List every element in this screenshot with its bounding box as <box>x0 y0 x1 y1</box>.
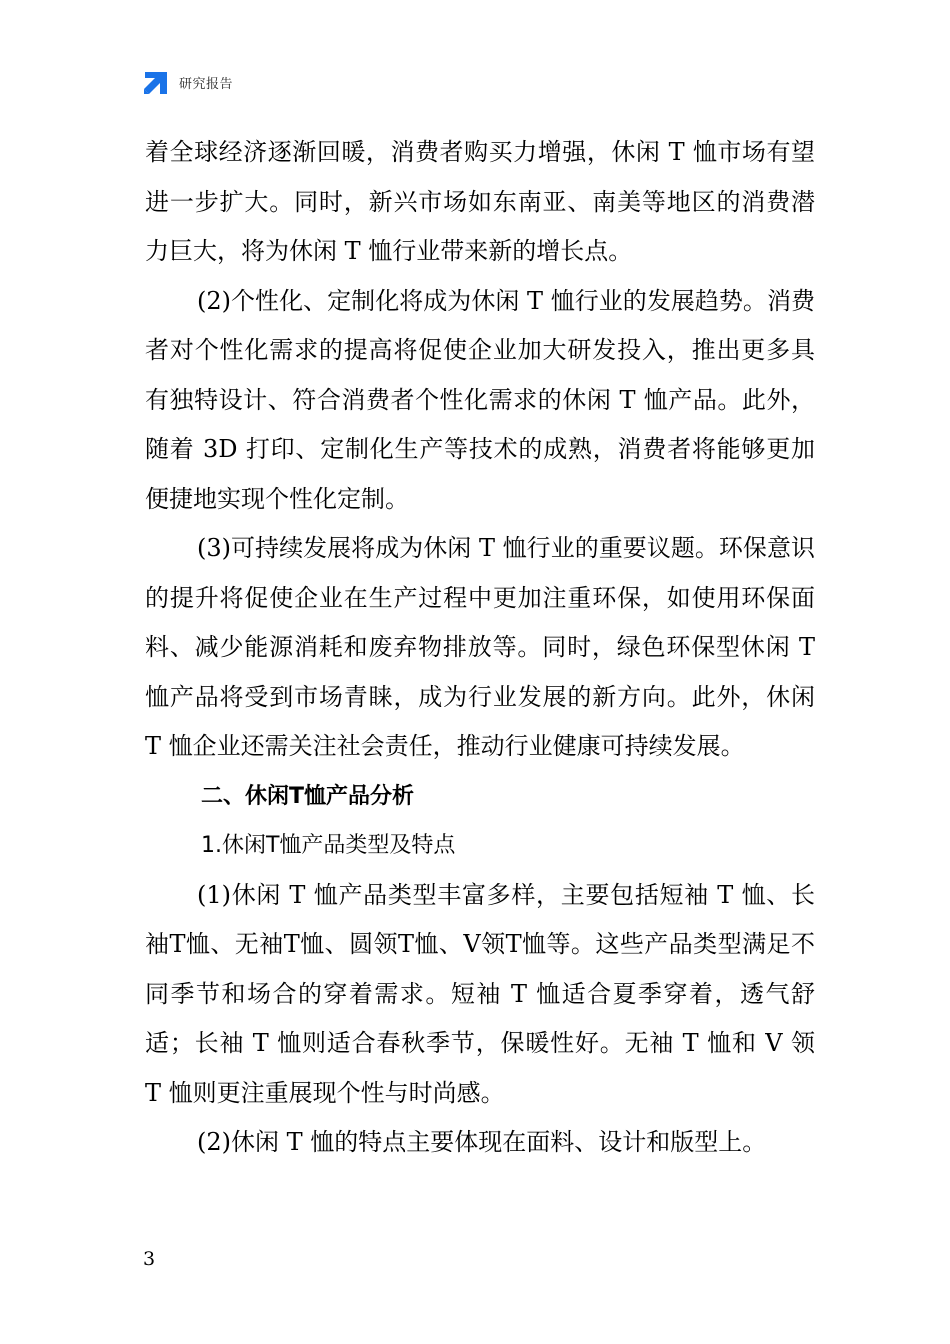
paragraph-product-types: (1)休闲 T 恤产品类型丰富多样，主要包括短袖 T 恤、长袖T恤、无袖T恤、圆领T恤、V领T恤等。这些产品类型满足不同季节和场合的穿着需求。短袖 T 恤适合夏季穿着，透气舒适；长袖 T 恤则适合春秋季节，保暖性好。无袖 T 恤和 V 领 T 恤则更注重展现个性与时尚感。 <box>145 880 815 1107</box>
paragraph-product-features: (2)休闲 T 恤的特点主要体现在面料、设计和版型上。 <box>197 1128 767 1156</box>
page-number: 3 <box>143 1248 156 1270</box>
arrow-up-right-logo-icon <box>143 69 170 96</box>
section-heading: 二、休闲T恤产品分析 <box>201 783 415 809</box>
document-body <box>145 128 815 1168</box>
paragraph-trend-personalization: (2)个性化、定制化将成为休闲 T 恤行业的发展趋势。消费者对个性化需求的提高将促使企业加大研发投入，推出更多具有独特设计、符合消费者个性化需求的休闲 T 恤产品。此外，随着 3D 打印、定制化生产等技术的成熟，消费者将能够更加便捷地实现个性化定制。 <box>145 286 815 513</box>
subsection-heading: 1.休闲T恤产品类型及特点 <box>201 833 456 858</box>
header-title: 研究报告 <box>179 76 234 92</box>
paragraph-trend-sustainability: (3)可持续发展将成为休闲 T 恤行业的重要议题。环保意识的提升将促使企业在生产过程中更加注重环保，如使用环保面料、减少能源消耗和废弃物排放等。同时，绿色环保型休闲 T 恤产品将受到市场青睐，成为行业发展的新方向。此外，休闲 T 恤企业还需关注社会责任，推动行业健康可持续发展。 <box>145 534 815 760</box>
paragraph-continuation: 着全球经济逐渐回暖，消费者购买力增强，休闲 T 恤市场有望进一步扩大。同时，新兴市场如东南亚、南美等地区的消费潜力巨大，将为休闲 T 恤行业带来新的增长点。 <box>145 138 815 265</box>
page-header <box>143 68 233 96</box>
